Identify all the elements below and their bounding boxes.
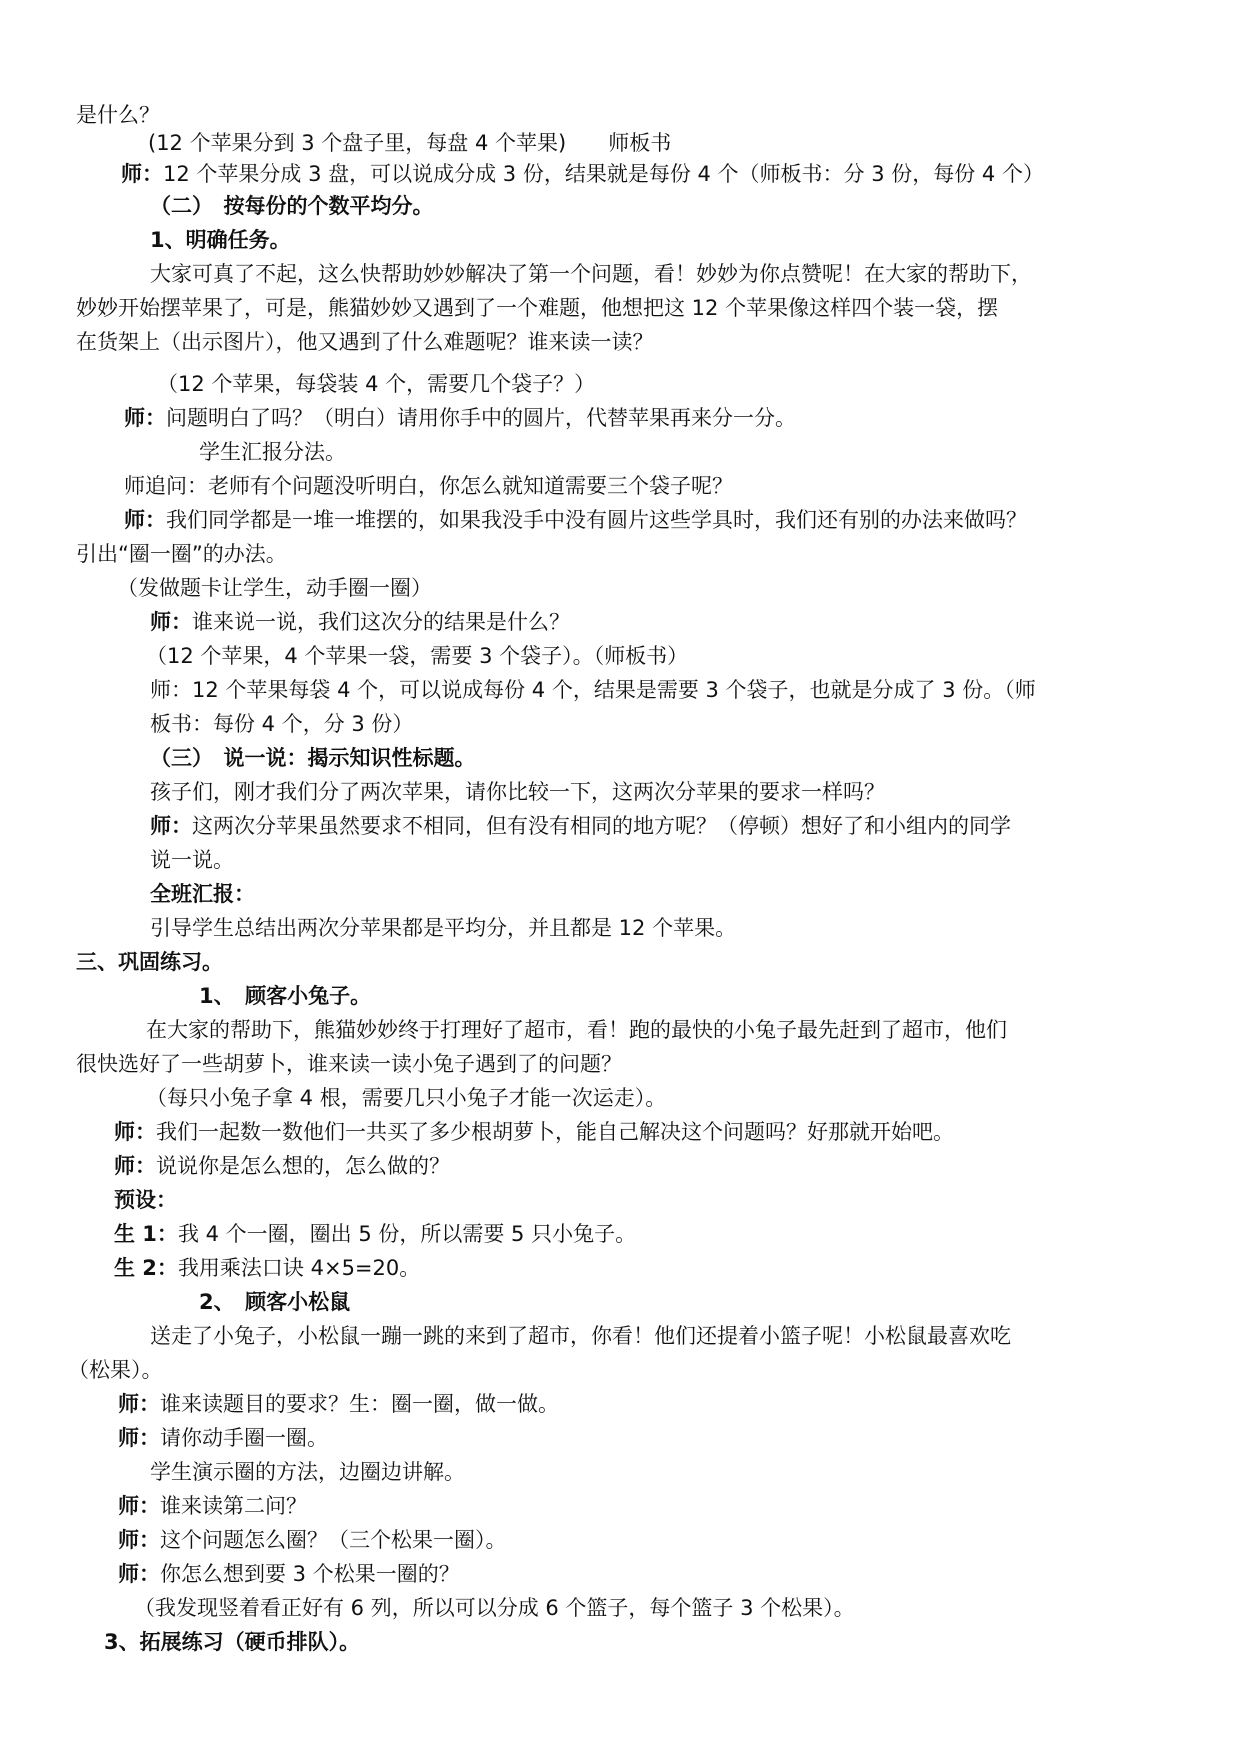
line-text: 很快选好了一些胡萝卜，谁来读一读小兔子遇到了的问题？ — [76, 1052, 622, 1076]
line-label: 师： — [118, 1562, 160, 1586]
text-line — [150, 189, 434, 223]
text-line — [150, 1319, 1011, 1353]
text-line — [150, 673, 1036, 707]
text-line — [199, 1285, 350, 1319]
line-label: 师： — [150, 814, 192, 838]
line-label: 2、 顾客小松鼠 — [199, 1290, 351, 1314]
line-text: 送走了小兔子，小松鼠一蹦一跳的来到了超市，你看！他们还提着小篮子呢！小松鼠最喜欢吃 — [150, 1324, 1011, 1348]
text-line — [118, 1523, 507, 1557]
text-line — [148, 126, 671, 160]
line-label: 师： — [118, 1528, 160, 1552]
text-line — [117, 571, 432, 605]
line-label: 师： — [124, 508, 166, 532]
text-line — [118, 1421, 328, 1455]
text-line — [114, 1183, 177, 1217]
text-line — [76, 325, 654, 359]
line-text: 12 个苹果分成 3 盘，可以说成分成 3 份，结果就是每份 4 个（师板书：分 3 份，每份 4 个） — [163, 162, 1044, 186]
text-line — [124, 503, 1027, 537]
line-text: (12 个苹果分到 3 个盘子里，每盘 4 个苹果) 师板书 — [148, 131, 672, 155]
text-line — [150, 843, 234, 877]
text-line — [124, 469, 733, 503]
line-text: （松果）。 — [68, 1358, 163, 1382]
text-line — [76, 945, 223, 979]
line-text: 谁来读第二问？ — [160, 1494, 307, 1518]
line-label: （三） 说一说：揭示知识性标题。 — [150, 746, 476, 770]
line-label: 3、拓展练习（硬币排队）。 — [104, 1630, 361, 1654]
text-line — [118, 1387, 559, 1421]
text-line — [150, 809, 1011, 843]
line-label: 生 2： — [114, 1256, 178, 1280]
text-line — [124, 401, 796, 435]
text-line — [150, 257, 1032, 291]
line-label: （二） 按每份的个数平均分。 — [150, 194, 434, 218]
line-label: 1、 顾客小兔子。 — [199, 984, 372, 1008]
text-line — [76, 1047, 622, 1081]
line-text: 这两次分苹果虽然要求不相同，但有没有相同的地方呢？（停顿）想好了和小组内的同学 — [192, 814, 1011, 838]
line-text: 学生演示圈的方法，边圈边讲解。 — [150, 1460, 465, 1484]
line-text: 孩子们，刚才我们分了两次苹果，请你比较一下，这两次分苹果的要求一样吗？ — [150, 780, 885, 804]
line-label: 师： — [121, 162, 163, 186]
line-text: 说一说。 — [150, 848, 234, 872]
text-line — [114, 1217, 636, 1251]
line-text: 这个问题怎么圈？（三个松果一圈）。 — [160, 1528, 507, 1552]
text-line — [146, 639, 688, 673]
line-text: 我们同学都是一堆一堆摆的，如果我没手中没有圆片这些学具时，我们还有别的办法来做吗？ — [166, 508, 1027, 532]
text-line — [199, 435, 346, 469]
line-label: 全班汇报： — [150, 882, 255, 906]
text-line — [157, 367, 595, 401]
text-line — [150, 1455, 465, 1489]
line-text: 板书：每份 4 个，分 3 份） — [150, 712, 414, 736]
line-text: 是什么？ — [76, 103, 160, 127]
text-line — [199, 979, 371, 1013]
text-line — [114, 1149, 450, 1183]
text-line — [150, 741, 476, 775]
line-text: 在货架上（出示图片），他又遇到了什么难题呢？谁来读一读？ — [76, 330, 654, 354]
line-text: 我 4 个一圈，圈出 5 份，所以需要 5 只小兔子。 — [177, 1222, 637, 1246]
line-label: 师： — [118, 1494, 160, 1518]
text-line — [118, 1557, 460, 1591]
line-text: 说说你是怎么想的，怎么做的？ — [156, 1154, 450, 1178]
line-label: 师： — [114, 1120, 156, 1144]
line-label: 师： — [118, 1426, 160, 1450]
text-line — [76, 537, 287, 571]
text-line — [150, 877, 255, 911]
line-text: 谁来说一说，我们这次分的结果是什么？ — [192, 610, 570, 634]
line-text: 请你动手圈一圈。 — [160, 1426, 328, 1450]
line-label: 三、巩固练习。 — [76, 950, 223, 974]
text-line — [150, 707, 413, 741]
text-line — [104, 1625, 360, 1659]
text-line — [76, 291, 998, 325]
line-text: 引出“圈一圈”的办法。 — [76, 542, 287, 566]
line-text: 师追问：老师有个问题没听明白，你怎么就知道需要三个袋子呢？ — [124, 474, 733, 498]
line-label: 师： — [124, 406, 166, 430]
text-line — [146, 1081, 666, 1115]
line-text: 谁来读题目的要求？生：圈一圈，做一做。 — [160, 1392, 559, 1416]
line-label: 师： — [150, 610, 192, 634]
text-line — [150, 911, 736, 945]
line-text: 大家可真了不起，这么快帮助妙妙解决了第一个问题，看！妙妙为你点赞呢！在大家的帮助下， — [150, 262, 1032, 286]
text-line — [150, 605, 570, 639]
line-text: （发做题卡让学生，动手圈一圈） — [117, 576, 432, 600]
line-text: 学生汇报分法。 — [199, 440, 346, 464]
text-line — [121, 157, 1044, 191]
line-text: 引导学生总结出两次分苹果都是平均分，并且都是 12 个苹果。 — [150, 916, 737, 940]
line-text: （我发现竖着看正好有 6 列，所以可以分成 6 个篮子，每个篮子 3 个松果）。 — [134, 1596, 855, 1620]
line-label: 1、明确任务。 — [150, 228, 291, 252]
text-line — [114, 1251, 420, 1285]
line-text: 问题明白了吗？（明白）请用你手中的圆片，代替苹果再来分一分。 — [166, 406, 796, 430]
line-text: （12 个苹果，每袋装 4 个，需要几个袋子？） — [157, 372, 596, 396]
line-text: 我用乘法口诀 4×5=20。 — [177, 1256, 421, 1280]
line-text: 师：12 个苹果每袋 4 个，可以说成每份 4 个，结果是需要 3 个袋子，也就是分成了 3 份。（师 — [150, 678, 1036, 702]
line-label: 师： — [118, 1392, 160, 1416]
text-line — [68, 1353, 163, 1387]
text-line — [114, 1115, 954, 1149]
line-label: 预设： — [114, 1188, 177, 1212]
line-text: 你怎么想到要 3 个松果一圈的？ — [160, 1562, 460, 1586]
text-line — [150, 775, 885, 809]
line-label: 师： — [114, 1154, 156, 1178]
line-text: （每只小兔子拿 4 根，需要几只小兔子才能一次运走）。 — [146, 1086, 667, 1110]
line-text: （12 个苹果，4 个苹果一袋，需要 3 个袋子）。（师板书） — [146, 644, 689, 668]
line-text: 妙妙开始摆苹果了，可是，熊猫妙妙又遇到了一个难题，他想把这 12 个苹果像这样四个装一袋，摆 — [76, 296, 999, 320]
text-line — [150, 223, 291, 257]
text-line — [146, 1013, 1007, 1047]
line-label: 生 1： — [114, 1222, 178, 1246]
text-line — [134, 1591, 855, 1625]
line-text: 在大家的帮助下，熊猫妙妙终于打理好了超市，看！跑的最快的小兔子最先赶到了超市，他们 — [146, 1018, 1007, 1042]
text-line — [118, 1489, 307, 1523]
line-text: 我们一起数一数他们一共买了多少根胡萝卜，能自己解决这个问题吗？好那就开始吧。 — [156, 1120, 954, 1144]
